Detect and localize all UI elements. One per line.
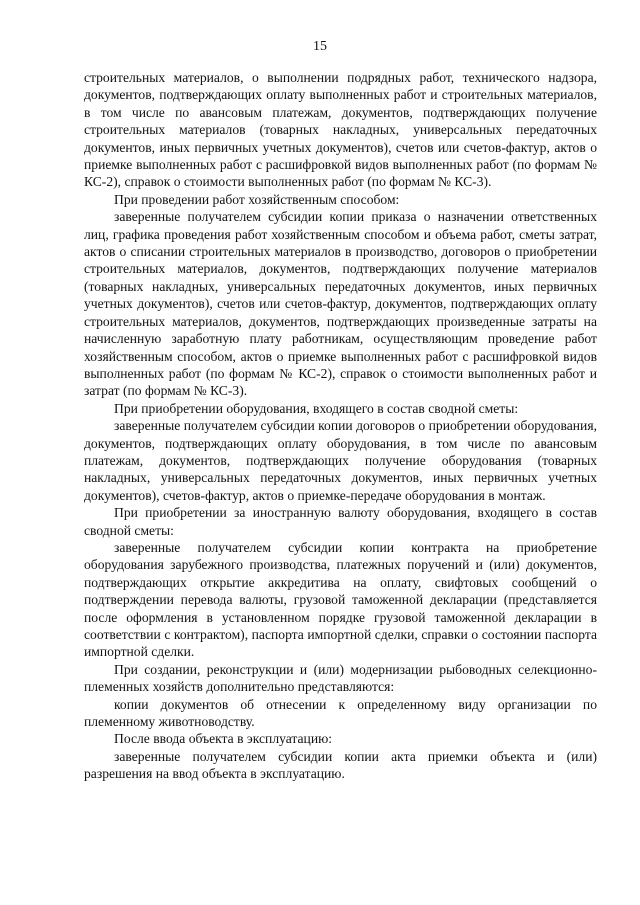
page-number: 15 xyxy=(313,39,327,54)
paragraph-heading-foreign-currency: При приобретении за иностранную валюту оборудования, входящего в состав сводной сметы: xyxy=(84,505,597,538)
paragraph-heading-commissioning: После ввода объекта в эксплуатацию: xyxy=(114,731,333,747)
paragraph-heading-equipment: При приобретении оборудования, входящего в состав сводной сметы: xyxy=(114,400,519,416)
paragraph: заверенные получателем субсидии копии договоров о приобретении оборудования, документов, подтверждающих оплату оборудования, в том числе по авансовым платежам, документов, подтверждающих получение оборудования (товарных накладных, универсальных передаточных документов, иных первичных учетных документов), счетов-фактур, актов о приемке-передаче оборудования в монтаж. xyxy=(84,418,597,503)
paragraph-heading-economic-method: При проведении работ хозяйственным способом: xyxy=(114,191,400,207)
paragraph: копии документов об отнесении к определенному виду организации по племенному животноводству. xyxy=(84,696,597,730)
paragraph-continuation: строительных материалов, о выполнении подрядных работ, технического надзора, документов, подтверждающих оплату выполненных работ и строительных материалов, в том числе по авансовым платежам, документов, подтверждающих получение строительных материалов (товарных накладных, универсальных передаточных документов, иных первичных учетных документов), счетов или счетов-фактур, актов о приемке выполненных работ с расшифровкой видов выполненных работ (по формам № КС-2), справок о стоимости выполненных работ (по формам № КС-3). xyxy=(84,70,597,190)
paragraph: заверенные получателем субсидии копии контракта на приобретение оборудования зарубежного производства, платежных поручений и (или) документов, подтверждающих открытие аккредитива на оплату, свифтовых сообщений о подтверждении перевода валюты, грузовой таможенной декларации (представляется после оформления в установленном порядке грузовой таможенной декларации в соответствии с контрактом), паспорта импортной сделки, справки о состоянии паспорта импортной сделки. xyxy=(84,539,597,660)
paragraph: заверенные получателем субсидии копии приказа о назначении ответственных лиц, графика проведения работ хозяйственным способом и объема работ, сметы затрат, актов о списании строительных материалов в производство, договоров о приобретении строительных материалов, документов, подтверждающих получение материалов (товарных накладных, универсальных передаточных документов, иных первичных учетных документов), счетов или счетов-фактур, документов, подтверждающих оплату строительных материалов, документов, подтверждающих произведенные затраты на начисленную заработную плату работникам, осуществляющим проведение работ хозяйственным способом, актов о приемке выполненных работ с расшифровкой видов выполненных работ (по формам № КС-2), справок о стоимости выполненных работ и затрат (по формам № КС-3). xyxy=(84,209,597,399)
paragraph-heading-breeding-farms: При создании, реконструкции и (или) модернизации рыбоводных селекционно-племенных хозяйств дополнительно представляются: xyxy=(84,661,597,695)
document-body xyxy=(84,69,597,783)
paragraph: заверенные получателем субсидии копии акта приемки объекта и (или) разрешения на ввод объекта в эксплуатацию. xyxy=(84,748,597,782)
